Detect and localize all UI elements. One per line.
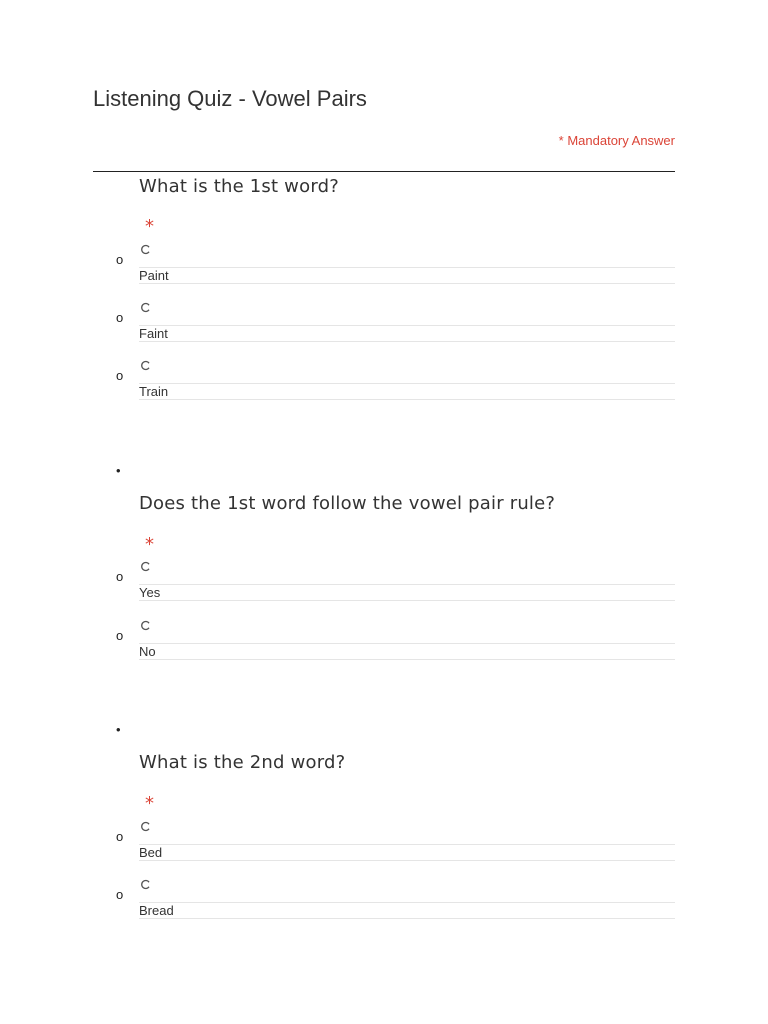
option-label[interactable]: No — [139, 644, 156, 659]
radio-icon[interactable] — [140, 561, 151, 572]
radio-icon[interactable] — [140, 620, 151, 631]
option-row[interactable] — [0, 560, 768, 618]
required-marker: * — [145, 793, 154, 814]
radio-icon[interactable] — [140, 360, 151, 371]
option-divider — [139, 600, 675, 601]
mandatory-answer-note: * Mandatory Answer — [558, 133, 675, 148]
option-row[interactable] — [0, 878, 768, 936]
question-title: What is the 1st word? — [139, 176, 339, 197]
option-row[interactable] — [0, 820, 768, 878]
option-label[interactable]: Bread — [139, 903, 174, 918]
option-bullet: o — [116, 829, 124, 844]
option-bullet: o — [116, 628, 124, 643]
option-row[interactable] — [0, 243, 768, 301]
list-bullet: • — [116, 463, 121, 478]
header-divider — [93, 171, 675, 172]
option-divider — [139, 399, 675, 400]
radio-icon[interactable] — [140, 302, 151, 313]
page-title: Listening Quiz - Vowel Pairs — [93, 86, 367, 111]
option-label[interactable]: Bed — [139, 845, 163, 860]
radio-icon[interactable] — [140, 821, 151, 832]
option-label[interactable]: Yes — [139, 585, 161, 600]
option-divider — [139, 918, 675, 919]
option-row[interactable] — [0, 619, 768, 677]
option-divider — [139, 325, 675, 326]
required-marker: * — [145, 216, 154, 237]
option-divider — [139, 341, 675, 342]
option-divider — [139, 267, 675, 268]
radio-icon[interactable] — [140, 879, 151, 890]
option-divider — [139, 383, 675, 384]
list-bullet: • — [116, 722, 121, 737]
option-row[interactable] — [0, 359, 768, 417]
option-divider — [139, 659, 675, 660]
question-title: Does the 1st word follow the vowel pair rule? — [139, 493, 556, 514]
option-divider — [139, 283, 675, 284]
option-divider — [139, 902, 675, 903]
option-divider — [139, 643, 675, 644]
option-label[interactable]: Faint — [139, 326, 168, 341]
option-bullet: o — [116, 887, 124, 902]
option-divider — [139, 844, 675, 845]
option-bullet: o — [116, 569, 124, 584]
option-bullet: o — [116, 310, 124, 325]
option-bullet: o — [116, 368, 124, 383]
option-label[interactable]: Train — [139, 384, 169, 399]
option-row[interactable] — [0, 301, 768, 359]
option-bullet: o — [116, 252, 124, 267]
question-title: What is the 2nd word? — [139, 752, 346, 773]
option-label[interactable]: Paint — [139, 268, 169, 283]
option-divider — [139, 860, 675, 861]
option-divider — [139, 584, 675, 585]
required-marker: * — [145, 534, 154, 555]
radio-icon[interactable] — [140, 244, 151, 255]
